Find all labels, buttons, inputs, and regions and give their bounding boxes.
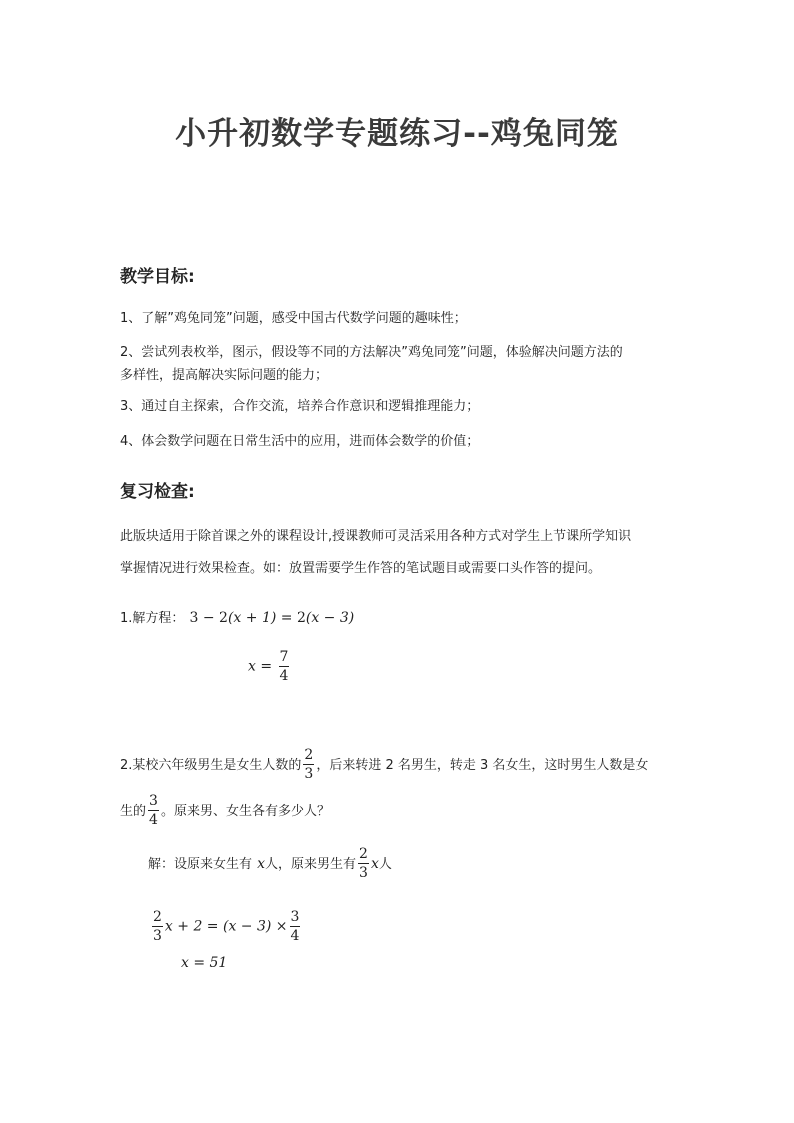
goals-heading: 教学目标:	[120, 267, 195, 287]
q2-fraction-3-4: $\frac{3}{4}$	[149, 793, 158, 828]
goal-item-2-cont: 多样性，提高解决实际问题的能力；	[120, 368, 329, 383]
q2-answer: x = 51	[181, 955, 228, 971]
review-intro-line1: 此版块适用于除首课之外的课程设计,授课教师可灵活采用各种方式对学生上节课所学知识	[120, 529, 632, 544]
q2-equation: $\frac{2}{3}$ x + 2 = (x − 3) × $\frac{3}{4}$	[153, 909, 300, 944]
q1-line	[120, 607, 354, 626]
goal-item-1: 1、了解”鸡兔同笼”问题，感受中国古代数学问题的趣味性；	[120, 311, 467, 326]
q1-answer-fraction: $\frac{7}{4}$	[279, 649, 289, 684]
q2-eq-left-fraction: $\frac{2}{3}$	[153, 909, 162, 944]
goal-item-2: 2、尝试列表枚举，图示，假设等不同的方法解决”鸡兔同笼”问题，体验解决问题方法的	[120, 345, 623, 360]
q1-answer: x = $\frac{7}{4}$	[248, 649, 289, 684]
review-heading: 复习检查:	[120, 482, 195, 502]
q2-line2: 生的 $\frac{3}{4}$ 。原来男、女生各有多少人？	[120, 793, 330, 828]
q1-equation: 3 − 2(x + 1) = 2(x − 3)	[189, 610, 355, 626]
q2-eq-right-fraction: $\frac{3}{4}$	[290, 909, 300, 944]
q1-label: 1.解方程：	[120, 611, 185, 626]
page-title: 小升初数学专题练习--鸡兔同笼	[175, 116, 619, 152]
q2-solution-setup: 解：设原来女生有 x人，原来男生有 $\frac{2}{3}$ x人	[148, 846, 392, 881]
goal-item-3: 3、通过自主探索，合作交流，培养合作意识和逻辑推理能力；	[120, 399, 480, 414]
q2-solution-fraction: $\frac{2}{3}$	[359, 846, 368, 881]
q2-line1: 2.某校六年级男生是女生人数的 $\frac{2}{3}$ ，后来转进 2 名男生，转走 3 名女生，这时男生人数是女	[120, 747, 649, 782]
goal-item-4: 4、体会数学问题在日常生活中的应用，进而体会数学的价值；	[120, 434, 480, 449]
q2-fraction-2-3: $\frac{2}{3}$	[304, 747, 314, 782]
review-intro-line2: 掌握情况进行效果检查。如：放置需要学生作答的笔试题目或需要口头作答的提问。	[120, 561, 602, 576]
